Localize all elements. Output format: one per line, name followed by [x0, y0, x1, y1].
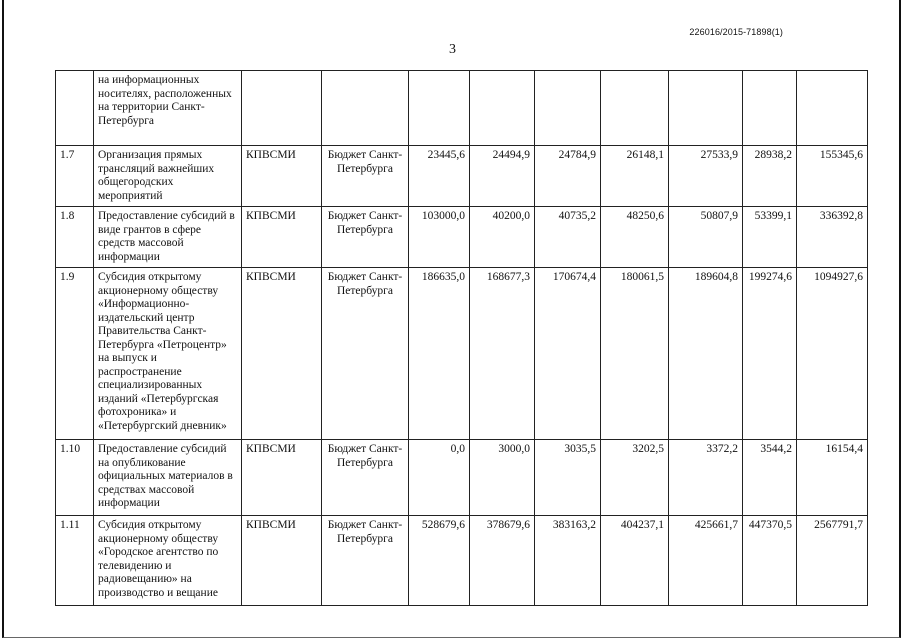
total-value-cell: 16154,4 [797, 440, 868, 516]
year-value-cell [470, 71, 535, 146]
activity-name-cell: Организация прямых трансляций важнейших общегородских мероприятий [94, 146, 242, 207]
year-value-cell: 24494,9 [470, 146, 535, 207]
year-value-cell: 48250,6 [601, 207, 669, 268]
funding-source-cell: Бюджет Санкт-Петербурга [322, 207, 409, 268]
year-value-cell: 28938,2 [743, 146, 797, 207]
year-value-cell: 23445,6 [409, 146, 470, 207]
row-number-cell: 1.8 [56, 207, 94, 268]
year-value-cell: 53399,1 [743, 207, 797, 268]
year-value-cell: 50807,9 [669, 207, 743, 268]
year-value-cell: 24784,9 [535, 146, 601, 207]
executor-cell: КПВСМИ [242, 146, 322, 207]
year-value-cell: 189604,8 [669, 268, 743, 440]
executor-cell: КПВСМИ [242, 207, 322, 268]
row-number-cell: 1.9 [56, 268, 94, 440]
year-value-cell: 425661,7 [669, 516, 743, 606]
year-value-cell [409, 71, 470, 146]
table-row [56, 71, 868, 146]
year-value-cell: 103000,0 [409, 207, 470, 268]
row-number-cell: 1.7 [56, 146, 94, 207]
document-id: 226016/2015-71898(1) [689, 27, 783, 37]
year-value-cell [743, 71, 797, 146]
funding-source-cell: Бюджет Санкт-Петербурга [322, 440, 409, 516]
funding-source-cell: Бюджет Санкт-Петербурга [322, 268, 409, 440]
funding-source-cell: Бюджет Санкт-Петербурга [322, 516, 409, 606]
year-value-cell [669, 71, 743, 146]
executor-cell: КПВСМИ [242, 268, 322, 440]
year-value-cell: 170674,4 [535, 268, 601, 440]
activity-name-cell: Предоставление субсидий на опубликование официальных материалов в средствах массовой информации [94, 440, 242, 516]
year-value-cell: 383163,2 [535, 516, 601, 606]
row-number-cell: 1.10 [56, 440, 94, 516]
year-value-cell: 404237,1 [601, 516, 669, 606]
activity-name-cell: на информационных носителях, расположенных на территории Санкт-Петербурга [94, 71, 242, 146]
year-value-cell: 3544,2 [743, 440, 797, 516]
total-value-cell: 2567791,7 [797, 516, 868, 606]
activity-name-cell: Предоставление субсидий в виде грантов в сфере средств массовой информации [94, 207, 242, 268]
executor-cell [242, 71, 322, 146]
year-value-cell: 378679,6 [470, 516, 535, 606]
budget-table [55, 70, 868, 606]
year-value-cell: 0,0 [409, 440, 470, 516]
row-number-cell: 1.11 [56, 516, 94, 606]
year-value-cell: 40200,0 [470, 207, 535, 268]
table-row [56, 268, 868, 440]
year-value-cell: 528679,6 [409, 516, 470, 606]
year-value-cell: 3372,2 [669, 440, 743, 516]
funding-source-cell: Бюджет Санкт-Петербурга [322, 146, 409, 207]
table-row [56, 146, 868, 207]
executor-cell: КПВСМИ [242, 440, 322, 516]
table-body [56, 71, 868, 606]
funding-source-cell [322, 71, 409, 146]
year-value-cell: 168677,3 [470, 268, 535, 440]
activity-name-cell: Субсидия открытому акционерному обществу «Информационно-издательский центр Правительства Санкт-Петербурга «Петроцентр» на выпуск и распространение специализированных изданий «Петербургская фотохроника» и «Петербургский дневник» [94, 268, 242, 440]
year-value-cell: 186635,0 [409, 268, 470, 440]
year-value-cell: 26148,1 [601, 146, 669, 207]
year-value-cell: 40735,2 [535, 207, 601, 268]
table-row [56, 516, 868, 606]
year-value-cell: 3000,0 [470, 440, 535, 516]
year-value-cell: 3202,5 [601, 440, 669, 516]
table-row [56, 207, 868, 268]
total-value-cell: 155345,6 [797, 146, 868, 207]
page-number: 3 [449, 42, 456, 57]
row-number-cell [56, 71, 94, 146]
year-value-cell [601, 71, 669, 146]
year-value-cell: 3035,5 [535, 440, 601, 516]
activity-name-cell: Субсидия открытому акционерному обществу «Городское агентство по телевидению и радиовещанию» на производство и вещание [94, 516, 242, 606]
executor-cell: КПВСМИ [242, 516, 322, 606]
table-row [56, 440, 868, 516]
total-value-cell [797, 71, 868, 146]
year-value-cell [535, 71, 601, 146]
year-value-cell: 199274,6 [743, 268, 797, 440]
year-value-cell: 27533,9 [669, 146, 743, 207]
year-value-cell: 180061,5 [601, 268, 669, 440]
year-value-cell: 447370,5 [743, 516, 797, 606]
total-value-cell: 336392,8 [797, 207, 868, 268]
total-value-cell: 1094927,6 [797, 268, 868, 440]
